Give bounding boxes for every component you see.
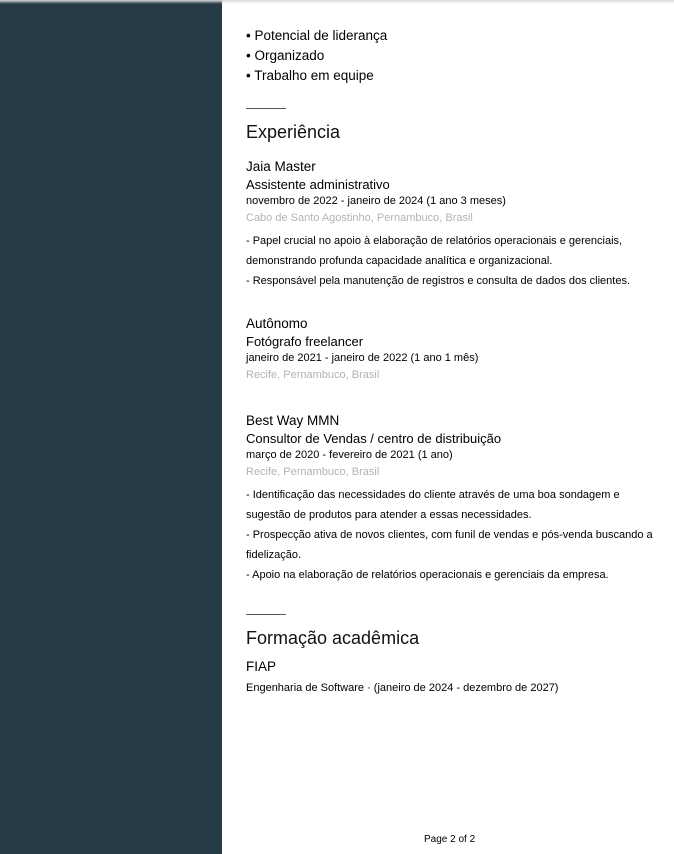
skill-item: • Trabalho em equipe: [246, 68, 374, 83]
job-description-line: - Prospecção ativa de novos clientes, com funil de vendas e pós-venda buscando a fidelização.: [246, 529, 653, 561]
education-school: FIAP: [246, 659, 277, 674]
experience-entry: [246, 412, 666, 585]
page-top-shadow: [0, 0, 674, 4]
skills-list: [246, 26, 387, 86]
job-description-line: - Responsável pela manutenção de registros e consulta de dados dos clientes.: [246, 275, 631, 287]
job-company: Jaia Master: [246, 159, 316, 174]
main-content: [246, 0, 666, 854]
job-location: Cabo de Santo Agostinho, Pernambuco, Brasil: [246, 212, 473, 224]
job-location: Recife, Pernambuco, Brasil: [246, 369, 380, 381]
job-dates: janeiro de 2021 - janeiro de 2022 (1 ano 1 mês): [246, 352, 479, 364]
skill-item: • Potencial de liderança: [246, 28, 388, 43]
education-section-title: Formação acadêmica: [246, 628, 420, 648]
experience-entry: [246, 315, 666, 383]
job-dates: março de 2020 - fevereiro de 2021 (1 ano): [246, 449, 453, 461]
job-description-line: - Papel crucial no apoio à elaboração de relatórios operacionais e gerenciais, demonstrando profunda capacidade analítica e organizacional.: [246, 235, 623, 267]
page-number: Page 2 of 2: [424, 834, 476, 845]
job-description: [246, 485, 666, 585]
section-divider: [246, 614, 286, 615]
experience-entry: [246, 158, 666, 291]
job-company: Best Way MMN: [246, 413, 340, 428]
sidebar-panel: [0, 0, 222, 854]
job-role: Fotógrafo freelancer: [246, 334, 364, 349]
experience-section-title: Experiência: [246, 122, 341, 142]
job-description-line: - Apoio na elaboração de relatórios operacionais e gerenciais da empresa.: [246, 569, 609, 581]
job-description-line: - Identificação das necessidades do cliente através de uma boa sondagem e sugestão de produtos para atender a essas necessidades.: [246, 489, 620, 521]
job-company: Autônomo: [246, 316, 308, 331]
job-role: Consultor de Vendas / centro de distribuição: [246, 431, 502, 446]
job-location: Recife, Pernambuco, Brasil: [246, 466, 380, 478]
job-description: [246, 231, 666, 291]
job-role: Assistente administrativo: [246, 177, 390, 192]
education-detail: Engenharia de Software · (janeiro de 2024 - dezembro de 2027): [246, 682, 559, 694]
job-dates: novembro de 2022 - janeiro de 2024 (1 ano 3 meses): [246, 195, 506, 207]
skill-item: • Organizado: [246, 48, 325, 63]
section-divider: [246, 108, 286, 109]
